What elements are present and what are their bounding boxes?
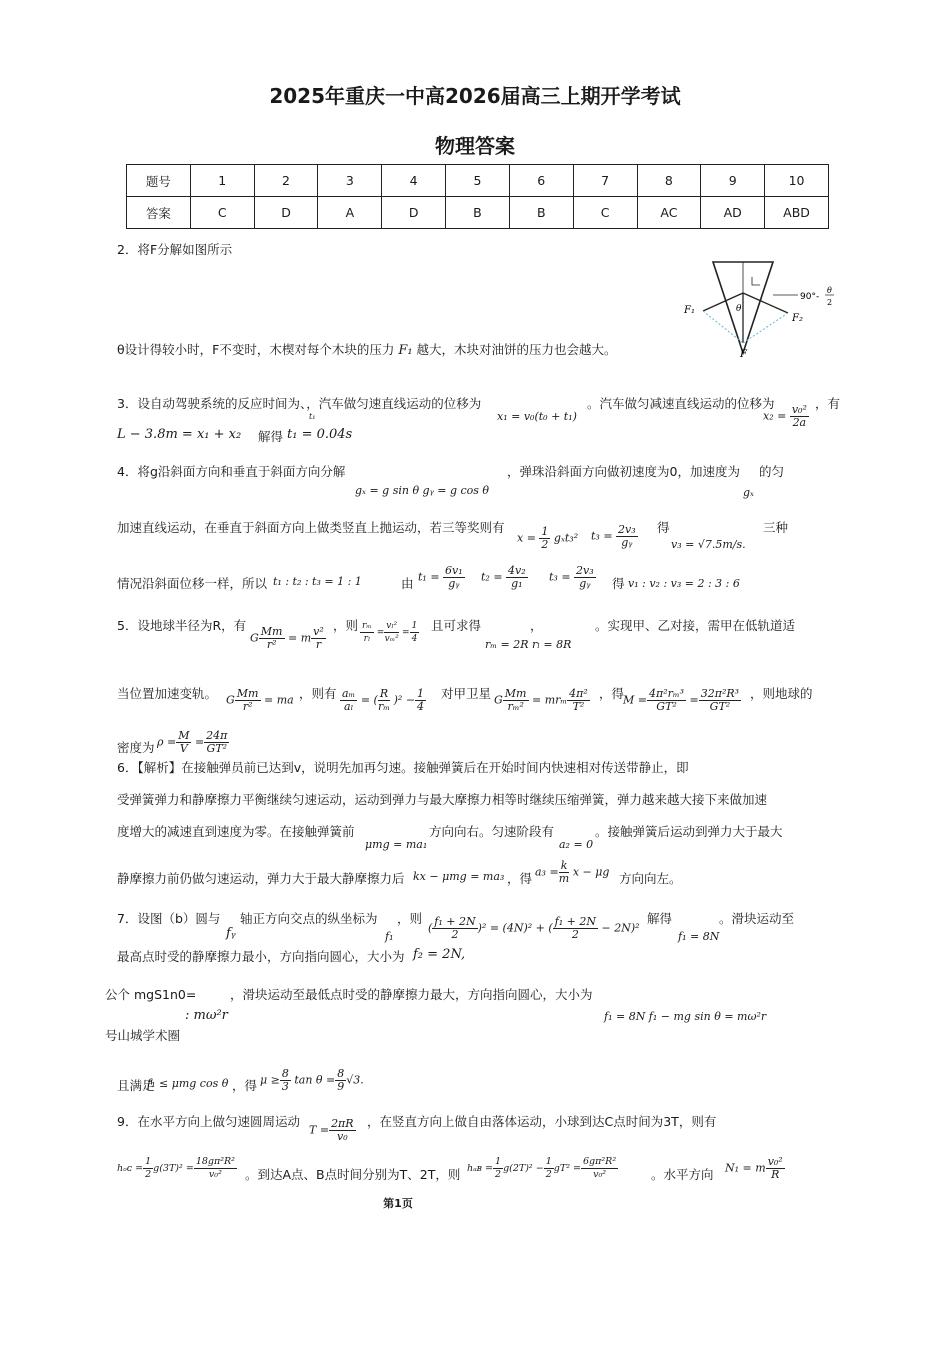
table-cell: AD xyxy=(701,197,765,229)
q7-text-e: 。滑块运动至 xyxy=(719,911,795,926)
numerator: Mm xyxy=(504,687,527,700)
numerator: k xyxy=(560,859,568,872)
q3-eq1: x₁ = v₀(t₀ + t₁) xyxy=(497,410,577,423)
denominator: gᵧ xyxy=(448,577,460,590)
numerator: 24π xyxy=(206,729,228,742)
q4-t3b-label: t₃ = xyxy=(549,570,571,584)
q7-text-c: ，则 xyxy=(397,911,423,926)
fraction xyxy=(384,620,399,645)
q7-tan: tan θ = xyxy=(294,1073,336,1087)
q7-mu-label: μ ≥ xyxy=(260,1073,280,1087)
denominator: aₗ xyxy=(344,700,354,713)
numerator: 1 xyxy=(545,1156,552,1167)
numerator: 18gπ²R² xyxy=(195,1156,235,1167)
q2-text-b: 越大，木块对油饼的压力也会越大。 xyxy=(416,342,617,357)
q7-text-d: 解得 xyxy=(647,911,673,926)
q5-eq-r: = ( xyxy=(360,693,378,707)
table-cell: 9 xyxy=(701,165,765,197)
q5-eq5 xyxy=(494,688,590,713)
q5-g3: G xyxy=(494,693,503,707)
q5-then2: ，则地球的 xyxy=(750,686,813,701)
q6-eq1: μmg = ma₁ xyxy=(365,838,428,851)
numerator: 32π²R³ xyxy=(700,687,740,700)
q9-text-d: 。水平方向 xyxy=(651,1167,714,1182)
q4-de: 得 xyxy=(657,520,670,535)
denominator: vₘ² xyxy=(384,634,399,644)
q9-text-a: 9．在水平方向上做匀速圆周运动 xyxy=(117,1114,300,1129)
q6-a3 xyxy=(535,860,609,885)
denominator: GT² xyxy=(206,742,228,755)
q4-t3 xyxy=(591,524,638,549)
q5-rho-label: ρ = xyxy=(157,735,177,749)
denominator: T² xyxy=(572,700,585,713)
denominator: gᵧ xyxy=(621,536,633,549)
table-cell: A xyxy=(318,197,382,229)
fraction xyxy=(259,626,285,651)
numerator: 1 xyxy=(417,687,425,700)
fraction xyxy=(176,730,191,755)
q2-line2 xyxy=(117,340,617,358)
numerator: 8 xyxy=(337,1067,345,1080)
dashed-line-right xyxy=(743,313,788,343)
fraction xyxy=(432,916,477,941)
fraction xyxy=(329,1118,356,1143)
label-f1: F₁ xyxy=(684,305,695,316)
q4-gx: gₓ xyxy=(743,486,754,499)
q5-eq4: = xyxy=(402,628,410,638)
q9-hab xyxy=(467,1156,618,1181)
q4-v3: v₃ = √7.5m/s. xyxy=(671,538,746,551)
q3-eq2: L − 3.8m = x₁ + x₂ xyxy=(117,427,242,442)
table-cell: B xyxy=(446,197,510,229)
force-diagram xyxy=(680,255,840,365)
q4-t1-label: t₁ = xyxy=(418,570,440,584)
q3-text-b: 。汽车做匀减速直线运动的位移为 xyxy=(587,396,775,411)
denominator: 2 xyxy=(495,1169,502,1180)
q5-text-b: 且可求得 xyxy=(431,618,482,633)
q7-eq-r: − 2N)² xyxy=(601,921,640,935)
q5-line2: 当位置加速变轨。 xyxy=(117,686,218,701)
label-theta: θ xyxy=(736,304,742,314)
q2-text-a: θ设计得较小时，F不变时，木楔对每个木块的压力 xyxy=(117,342,395,357)
q4-line2: 加速直线运动，在垂直于斜面方向上做类竖直上抛运动，若三等奖则有 xyxy=(117,520,505,535)
q5-eqs: = xyxy=(376,628,385,638)
q7-ineq: f₁ ≤ μmg cos θ xyxy=(147,1077,229,1090)
table-cell: C xyxy=(573,197,637,229)
table-cell: C xyxy=(190,197,254,229)
q9-h xyxy=(117,1156,237,1181)
q4-t1 xyxy=(418,565,465,590)
fraction xyxy=(647,688,686,713)
q5-ma: = ma xyxy=(264,693,294,707)
page-title: 2025年重庆一中高2026届高三上期开学考试 xyxy=(269,84,681,108)
numerator: 1 xyxy=(145,1156,152,1167)
label-theta-half-num: θ xyxy=(827,286,832,295)
numerator: v₀² xyxy=(767,1155,783,1168)
fraction xyxy=(378,688,390,713)
q6-eq3: kx − μmg = ma₃ xyxy=(413,870,505,883)
q5-radii: rₘ = 2R rₗ = 8R xyxy=(485,638,572,651)
dashed-line-left xyxy=(703,311,743,343)
q5-text-c: 。实现甲、乙对接，需甲在低轨道适 xyxy=(595,618,796,633)
table-row xyxy=(127,197,829,229)
fraction xyxy=(766,1156,785,1181)
table-cell: 7 xyxy=(573,165,637,197)
q5-eq2 xyxy=(360,620,419,645)
numerator: 1 xyxy=(411,621,418,631)
page-subtitle: 物理答案 xyxy=(435,134,515,158)
q6-a3b: x − μg xyxy=(572,865,610,879)
fraction xyxy=(503,688,529,713)
denominator: GT² xyxy=(709,700,731,713)
q4-three: 三种 xyxy=(763,520,789,535)
denominator: R xyxy=(771,1168,780,1181)
q5-sat: 对甲卫星 xyxy=(441,686,492,701)
label-theta-half-den: 2 xyxy=(827,298,833,307)
q4-de2: 得 xyxy=(612,576,625,591)
q2-line1: 2．将F分解如图所示 xyxy=(117,242,233,257)
q9-t-label: T = xyxy=(309,1123,330,1137)
table-cell: 1 xyxy=(190,165,254,197)
q7-mu xyxy=(260,1068,364,1093)
numerator: R xyxy=(379,687,389,700)
numerator: 2πR xyxy=(331,1117,354,1130)
numerator: 4v₂ xyxy=(508,564,526,577)
fraction xyxy=(790,404,809,429)
table-cell: 2 xyxy=(254,165,318,197)
denominator: 2 xyxy=(451,928,459,941)
table-cell: D xyxy=(382,197,446,229)
table-cell: 5 xyxy=(446,165,510,197)
q9-N xyxy=(725,1156,785,1181)
q7-line4: 号山城学术圈 xyxy=(105,1028,181,1043)
denominator: r² xyxy=(242,700,253,713)
table-cell: D xyxy=(254,197,318,229)
numerator: 4π²rₘ³ xyxy=(648,687,685,700)
q9-hab-mid2: gT² = xyxy=(553,1163,581,1174)
q7-line3b: ，滑块运动至最低点时受的静摩擦力最大，方向指向圆心，大小为 xyxy=(230,987,593,1002)
denominator: GT² xyxy=(656,700,677,713)
q5-eqm2: = xyxy=(689,693,699,707)
denominator: rₘ² xyxy=(507,700,524,713)
denominator: 2 xyxy=(571,928,579,941)
q4-text-b: ，弹珠沿斜面方向做初速度为0，加速度为 xyxy=(507,464,740,479)
table-cell: ABD xyxy=(765,197,829,229)
fraction xyxy=(699,688,741,713)
table-header-cell: 答案 xyxy=(127,197,191,229)
q6-eq2: a₂ = 0 xyxy=(559,838,594,851)
fraction xyxy=(553,916,598,941)
numerator: 6v₁ xyxy=(445,564,463,577)
fraction xyxy=(280,1068,291,1093)
fraction xyxy=(415,688,426,713)
q4-eq1: gₓ = g sin θ gᵧ = g cos θ xyxy=(355,484,490,497)
q7-eq-m: )² = (4N)² + ( xyxy=(477,921,553,935)
force-f2-arrow xyxy=(743,293,788,313)
fraction xyxy=(335,1068,346,1093)
denominator: 4 xyxy=(411,634,418,644)
q3-text-c: ，有 xyxy=(815,396,841,411)
q6-line4c: 方向向左。 xyxy=(619,871,682,886)
q3-t1: t₁ xyxy=(309,412,316,421)
q6-line3c: 。接触弹簧后运动到弹力大于最大 xyxy=(595,824,783,839)
q4-x-rest: gₓt₃² xyxy=(553,531,579,545)
denominator: 9 xyxy=(337,1080,345,1093)
numerator: 4π² xyxy=(569,687,588,700)
denominator: 2 xyxy=(541,538,549,551)
q9-h-label: hₒᴄ = xyxy=(117,1163,144,1174)
q6-line2: 受弹簧弹力和静摩擦力平衡继续匀速运动，运动到弹力与最大摩擦力相等时继续压缩弹簧，弹力越来越大接下来做加速 xyxy=(117,792,768,807)
q5-ze: ，则 xyxy=(333,618,359,633)
table-cell: 10 xyxy=(765,165,829,197)
q9-T xyxy=(309,1118,356,1143)
q6-line1: 6．【解析】在接触弹员前已达到v，说明先加再匀速。接触弹簧后在开始时间内快速相对传送带静止，即 xyxy=(117,760,689,775)
q9-hab-label: hₐʙ = xyxy=(467,1163,494,1174)
q4-t2 xyxy=(481,565,528,590)
label-f2: F₂ xyxy=(792,313,803,324)
fraction xyxy=(616,524,638,549)
q5-g: G xyxy=(250,631,259,645)
q4-text-a: 4．将g沿斜面方向和垂直于斜面方向分解 xyxy=(117,464,346,479)
q9-n-label: N₁ = m xyxy=(725,1161,766,1175)
q5-eqrho: = xyxy=(194,735,205,749)
table-row xyxy=(127,165,829,197)
fraction xyxy=(574,565,596,590)
q5-eqm: = m xyxy=(288,631,312,645)
numerator: v² xyxy=(313,625,324,638)
q5-mr: = mrₘ xyxy=(532,693,568,707)
table-cell: 8 xyxy=(637,165,701,197)
q5-eq1 xyxy=(250,626,326,651)
fraction xyxy=(559,860,570,885)
numerator: Mm xyxy=(236,687,259,700)
fraction xyxy=(360,620,374,645)
q6-line3b: 方向向右。匀速阶段有 xyxy=(429,824,555,839)
q9-text-c: 。到达A点、B点时间分别为T、2T，则 xyxy=(245,1167,461,1182)
q3-x2 xyxy=(763,404,809,429)
q2-f1: F₁ xyxy=(398,343,413,358)
denominator: v₀ xyxy=(337,1130,348,1143)
q4-t3-label: t₃ = xyxy=(591,529,613,543)
q7-eq-l: ( xyxy=(428,921,433,935)
q5-comma: ， xyxy=(530,618,543,633)
denominator: v₀² xyxy=(593,1169,607,1180)
table-cell: 3 xyxy=(318,165,382,197)
q4-x-eq xyxy=(517,526,578,551)
numerator: 8 xyxy=(281,1067,289,1080)
q7-sqrt: √3. xyxy=(346,1073,364,1087)
fraction xyxy=(194,1156,237,1181)
q6-line4a: 静摩擦力前仍做匀速运动，弹力大于最大静摩擦力后 xyxy=(117,871,405,886)
answer-table xyxy=(126,164,829,229)
denominator: V xyxy=(179,742,188,755)
q5-eq3 xyxy=(226,688,294,713)
q7-fy: fᵧ xyxy=(226,926,236,941)
q4-line3: 情况沿斜面位移一样，所以 xyxy=(117,576,268,591)
denominator: 2a xyxy=(792,416,807,429)
q5-de: ，得 xyxy=(599,686,625,701)
q7-sol: f₁ = 8N xyxy=(678,930,720,943)
denominator: r² xyxy=(266,638,277,651)
q9-hab-mid: g(2T)² − xyxy=(503,1163,544,1174)
numerator: aₘ xyxy=(342,687,356,700)
q7-line2a: 最高点时受的静摩擦力最小，方向指向圆心，大小为 xyxy=(117,949,405,964)
numerator: f₁ + 2N xyxy=(434,915,476,928)
denominator: r xyxy=(315,638,322,651)
q5-then: ，则有 xyxy=(299,686,337,701)
q5-m: M = xyxy=(623,693,647,707)
table-header-cell: 题号 xyxy=(127,165,191,197)
q7-line3a: 公个 mgS1n0= xyxy=(105,987,197,1002)
fraction xyxy=(544,1156,554,1181)
denominator: v₀² xyxy=(208,1169,222,1180)
q3-x2-label: x₂ = xyxy=(763,409,787,423)
fraction xyxy=(443,565,465,590)
q5-eq-rr: )² − xyxy=(393,693,416,707)
numerator: 2v₃ xyxy=(618,523,636,536)
q5-line3: 密度为 xyxy=(117,740,155,755)
fraction xyxy=(143,1156,153,1181)
q3-text-d: 解得 xyxy=(258,429,284,444)
label-angle: 90°- xyxy=(800,292,820,302)
numerator: 6gπ²R² xyxy=(583,1156,617,1167)
table-cell: 6 xyxy=(509,165,573,197)
numerator: Mm xyxy=(260,625,283,638)
q7-eq-end: f₁ = 8N f₁ − mg sin θ = mω²r xyxy=(604,1010,767,1023)
q9-h-mid: g(3T)² = xyxy=(153,1163,194,1174)
numerator: v₀² xyxy=(791,403,807,416)
q6-a3-label: a₃ = xyxy=(535,865,559,879)
q7-mw: : mω²r xyxy=(185,1008,228,1023)
fraction xyxy=(235,688,261,713)
numerator: vₗ² xyxy=(386,621,398,631)
q7-line5b: ，得 xyxy=(232,1078,258,1093)
q4-x-label: x = xyxy=(517,531,536,545)
denominator: g₁ xyxy=(511,577,523,590)
q4-t3b xyxy=(549,565,596,590)
denominator: 2 xyxy=(145,1169,152,1180)
numerator: M xyxy=(178,729,190,742)
q9-text-b: ，在竖直方向上做自由落体运动，小球到达C点时间为3T，则有 xyxy=(367,1114,717,1129)
fraction xyxy=(311,626,326,651)
denominator: m xyxy=(558,872,570,885)
fraction xyxy=(493,1156,503,1181)
q5-eq6 xyxy=(623,688,741,713)
fraction xyxy=(506,565,528,590)
denominator: 4 xyxy=(417,700,425,713)
numerator: rₘ xyxy=(362,621,372,631)
fraction xyxy=(539,526,550,551)
q5-rho xyxy=(157,730,229,755)
table-cell: B xyxy=(509,197,573,229)
q7-f2: f₂ = 2N, xyxy=(413,947,466,962)
numerator: 1 xyxy=(541,525,549,538)
denominator: gᵧ xyxy=(579,577,591,590)
numerator: f₁ + 2N xyxy=(554,915,596,928)
table-cell: 4 xyxy=(382,165,446,197)
denominator: 2 xyxy=(545,1169,552,1180)
q4-ratio: t₁ : t₂ : t₃ = 1 : 1 xyxy=(273,575,362,588)
fraction xyxy=(204,730,229,755)
right-angle-mark xyxy=(752,277,760,285)
q6-line3a: 度增大的减速直到速度为零。在接触弹簧前 xyxy=(117,824,355,839)
q4-vratio: v₁ : v₂ : v₃ = 2 : 3 : 6 xyxy=(628,577,740,590)
q3-eq3: t₁ = 0.04s xyxy=(287,427,353,442)
numerator: 1 xyxy=(495,1156,502,1167)
q5-g2: G xyxy=(226,693,235,707)
fraction xyxy=(567,688,590,713)
q4-you: 由 xyxy=(401,576,414,591)
q5-eq4 xyxy=(340,688,426,713)
page-number: 第1页 xyxy=(383,1197,413,1210)
fraction xyxy=(581,1156,618,1181)
denominator: rₗ xyxy=(363,634,371,644)
q5-text-a: 5．设地球半径为R，有 xyxy=(117,618,247,633)
fraction xyxy=(340,688,357,713)
q4-t2-label: t₂ = xyxy=(481,570,503,584)
q7-line5a: 且满足 xyxy=(117,1078,155,1093)
q7-f1: f₁ xyxy=(385,930,394,943)
q3-text-a: 3．设自动驾驶系统的反应时间为、，汽车做匀速直线运动的位移为 xyxy=(117,396,482,411)
q7-text-b: 轴正方向交点的纵坐标为 xyxy=(240,911,378,926)
fraction xyxy=(410,620,420,645)
denominator: 3 xyxy=(281,1080,289,1093)
q7-eq1 xyxy=(428,916,640,941)
q7-text-a: 7．设图（b）圆与 xyxy=(117,911,221,926)
table-cell: AC xyxy=(637,197,701,229)
q4-text-c: 的匀 xyxy=(759,464,785,479)
denominator: rₘ xyxy=(377,700,390,713)
numerator: 2v₃ xyxy=(576,564,594,577)
label-f: F xyxy=(740,349,747,360)
q6-line4b: ，得 xyxy=(507,871,533,886)
